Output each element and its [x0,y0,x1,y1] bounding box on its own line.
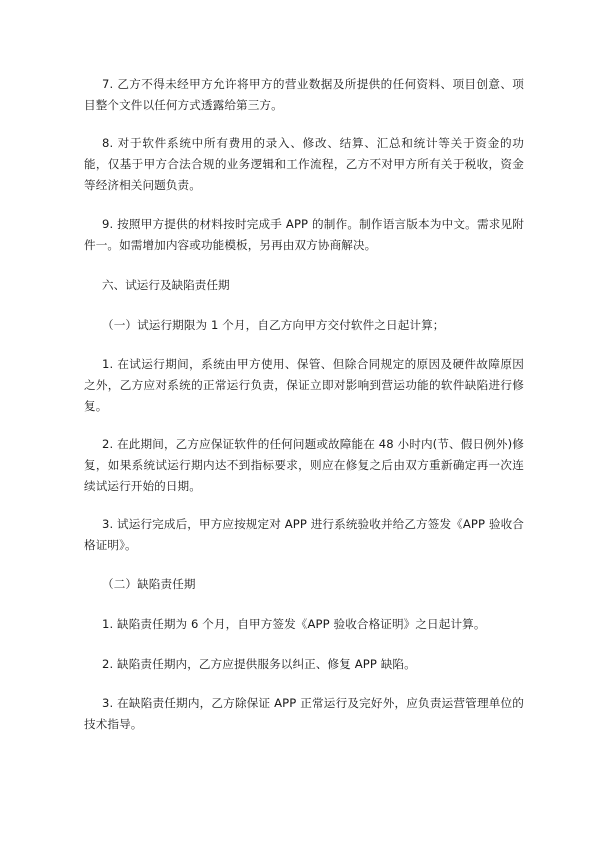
trial-period-subheading: （一）试运行期限为 1 个月，自乙方向甲方交付软件之日起计算； [102,318,445,332]
clause-8-paragraph: 8. 对于软件系统中所有费用的录入、修改、结算、汇总和统计等关于资金的功能，仅基于甲方合法合规的业务逻辑和工作流程，乙方不对甲方所有关于税收，资金等经济相关问题负责。 [84,136,524,192]
defect-period-subheading: （二）缺陷责任期 [102,577,196,591]
defect-clause-2-paragraph: 2. 缺陷责任期内，乙方应提供服务以纠正、修复 APP 缺陷。 [102,657,416,671]
trial-clause-2-paragraph: 2. 在此期间，乙方应保证软件的任何问题或故障能在 48 小时内(节、假日例外)修复，如果系统试运行期内达不到指标要求，则应在修复之后由双方重新确定再一次连续试运行开始的日期。 [84,437,524,493]
clause-9-paragraph: 9. 按照甲方提供的材料按时完成手 APP 的制作。制作语言版本为中文。需求见附件一。如需增加内容或功能模板，另再由双方协商解决。 [84,217,524,252]
section-heading-trial-and-defect-period: 六、试运行及缺陷责任期 [102,278,230,292]
defect-clause-1-paragraph: 1. 缺陷责任期为 6 个月，自甲方签发《APP 验收合格证明》之日起计算。 [102,617,486,631]
trial-clause-1-paragraph: 1. 在试运行期间，系统由甲方使用、保管、但除合同规定的原因及硬件故障原因之外，乙方应对系统的正常运行负责，保证立即对影响到营运功能的软件缺陷进行修复。 [84,357,524,413]
trial-clause-3-paragraph: 3. 试运行完成后，甲方应按规定对 APP 进行系统验收并给乙方签发《APP 验收合格证明》。 [84,517,524,552]
defect-clause-3-paragraph: 3. 在缺陷责任期内，乙方除保证 APP 正常运行及完好外，应负责运营管理单位的技术指导。 [84,696,524,731]
clause-7-paragraph: 7. 乙方不得未经甲方允许将甲方的营业数据及所提供的任何资料、项目创意、项目整个文件以任何方式透露给第三方。 [84,77,524,112]
